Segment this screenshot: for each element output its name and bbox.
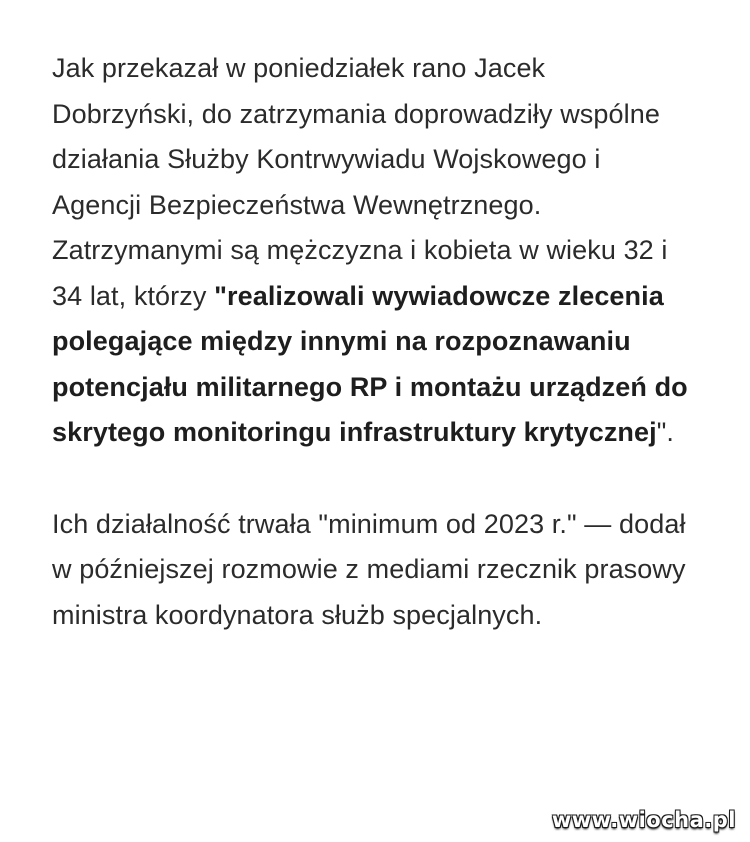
bold-quote: realizowali wywiadowcze zlecenia polegające między innymi na rozpoznawaniu potencjału militarnego RP i montażu urządzeń do skrytego monitoringu infrastruktury krytycznej [52, 280, 688, 447]
paragraph-1 [52, 46, 692, 456]
paragraph-2: Ich działalność trwała "minimum od 2023 r." — dodał w późniejszej rozmowie z mediami rzecznik prasowy ministra koordynatora służb specjalnych. [52, 508, 686, 630]
quote-close-mark: ". [656, 417, 675, 447]
quote-open-mark: " [214, 280, 227, 311]
site-watermark: www.wiocha.pl [551, 808, 736, 832]
article-body [52, 46, 692, 638]
paragraph-1-intro: Jak przekazał w poniedziałek rano Jacek Dobrzyński, do zatrzymania doprowadziły wspólne działania Służby Kontrwywiadu Wojskowego i Agencji Bezpieczeństwa Wewnętrznego. Zatrzymanymi są mężczyzna i kobieta w wieku 32 i 34 lat, którzy [52, 53, 668, 311]
